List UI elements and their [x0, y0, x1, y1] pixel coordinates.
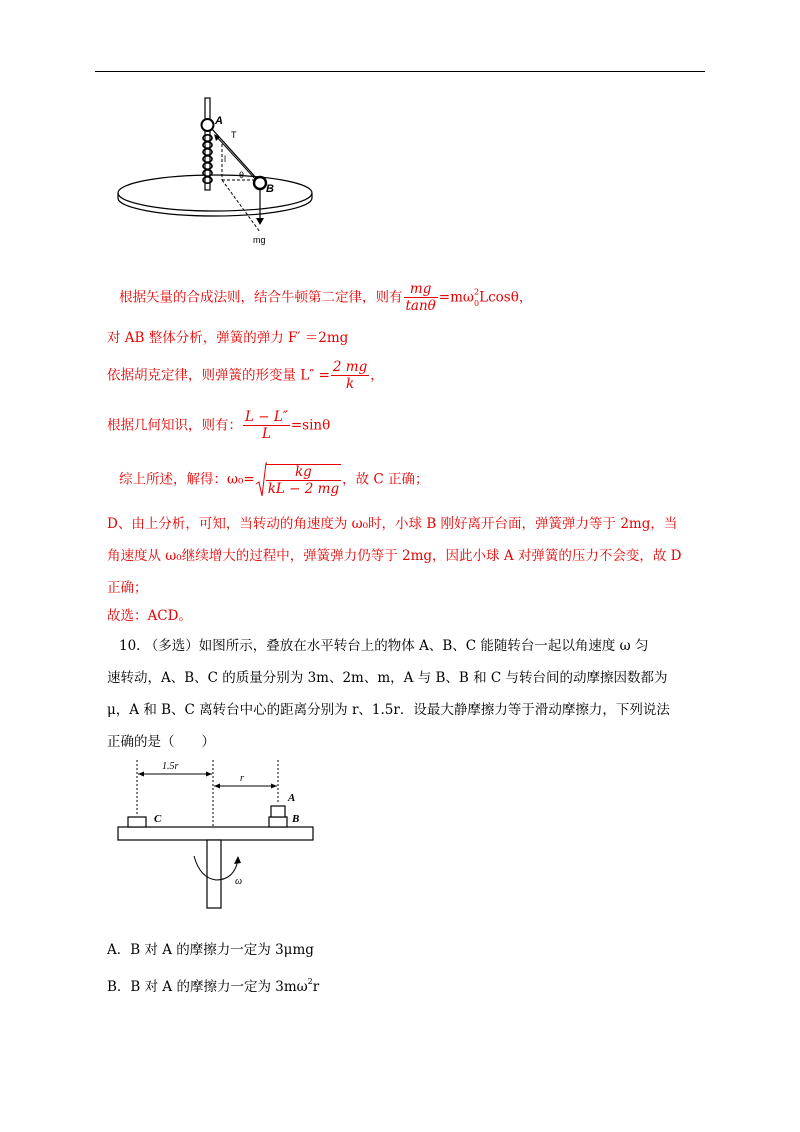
solution-line-1 — [119, 282, 532, 314]
shaft — [207, 840, 221, 908]
label-l: l — [224, 154, 226, 164]
fraction-geometry — [243, 410, 290, 442]
fraction-denominator: k — [331, 375, 369, 392]
dim-r-arrow-right — [271, 784, 277, 789]
option-b-superscript: 2 — [307, 977, 313, 986]
fraction-mg-tan — [404, 282, 438, 314]
weight-arrowhead — [256, 218, 264, 225]
question-line-3: μ，A 和 B、C 离转台中心的距离分别为 r、1.5r．设最大静摩擦力等于滑动摩擦力，下列说法 — [107, 702, 670, 718]
label-omega: ω — [235, 876, 243, 887]
solution-line-3-suffix: ， — [370, 367, 384, 384]
block-a — [271, 806, 285, 817]
option-a: A．B 对 A 的摩擦力一定为 3μmg — [107, 942, 314, 958]
solution-line-3-prefix: 依据胡克定律，则弹簧的形变量 L″ = — [107, 367, 330, 384]
dim-15r-arrow-left — [138, 772, 144, 777]
label-b: B — [266, 183, 274, 195]
turntable-top — [118, 175, 312, 211]
header-rule — [95, 71, 705, 72]
block-c — [128, 817, 146, 827]
ball-a — [202, 119, 214, 131]
label-r: r — [240, 773, 244, 784]
dim-15r-arrow-right — [206, 772, 212, 777]
solution-line-4-suffix: =sinθ — [290, 417, 331, 434]
solution-line-2: 对 AB 整体分析，弹簧的弹力 F′ ＝2mg — [107, 330, 349, 346]
equals-m: =m — [438, 289, 463, 306]
figure-spring-turntable — [110, 92, 320, 252]
figure-turntable-blocks — [110, 756, 320, 916]
option-b-prefix: B．B 对 A 的摩擦力一定为 3mω — [107, 979, 308, 995]
fraction-numerator: kg — [295, 463, 312, 480]
omega-subscript: 0 — [474, 298, 480, 308]
label-a: A — [215, 115, 223, 127]
question-line-4: 正确的是（ ） — [107, 734, 215, 750]
fraction-numerator: 2 mg — [332, 359, 368, 375]
sqrt-expression — [255, 462, 342, 498]
fraction-numerator: mg — [409, 281, 432, 297]
question-line-1-text: （多选）如图所示，叠放在水平转台上的物体 A、B、C 能随转台一起以角速度 ω 匀 — [144, 638, 649, 654]
fraction-2mg-k — [331, 360, 369, 392]
question-number: 10. — [119, 638, 141, 654]
omega-symbol: ω — [462, 289, 474, 306]
label-a: A — [288, 792, 296, 804]
omega-superscript: 2 — [473, 287, 480, 297]
solution-line-1-suffix: Lcosθ， — [479, 289, 533, 306]
solution-line-5-prefix: 综上所述，解得：ω₀= — [119, 471, 255, 488]
solution-line-5-suffix: ，故 C 正确； — [342, 471, 429, 488]
fraction-denominator: tanθ — [405, 298, 436, 314]
solution-line-4-prefix: 根据几何知识，则有： — [107, 417, 242, 434]
platform — [118, 827, 313, 840]
fraction-numerator: L − L″ — [245, 409, 288, 425]
option-b — [107, 972, 319, 997]
solution-line-6a: D、由上分析，可知，当转动的角速度为 ω₀时，小球 B 刚好离开台面，弹簧弹力等于 2mg，当 — [107, 516, 678, 532]
label-15r: 1.5r — [162, 761, 179, 772]
rotation-arrowhead — [234, 856, 241, 864]
block-b — [269, 817, 287, 827]
question-line-2: 速转动，A、B、C 的质量分别为 3m、2m、m，A 与 B、B 和 C 与转台间的动摩擦因数都为 — [107, 670, 668, 686]
solution-line-3 — [107, 360, 384, 392]
label-c: C — [154, 813, 162, 825]
solution-line-6b: 角速度从 ω₀继续增大的过程中，弹簧弹力仍等于 2mg，因此小球 A 对弹簧的压力不会变，故 D — [107, 548, 682, 564]
solution-line-4 — [107, 410, 330, 442]
solution-line-7: 故选：ACD。 — [107, 608, 192, 624]
fraction-denominator: L — [243, 425, 290, 442]
dim-r-arrow-left — [214, 784, 220, 789]
label-t: T — [231, 130, 237, 140]
question-line-1 — [119, 636, 648, 656]
solution-line-6c: 正确； — [107, 580, 148, 596]
label-mg: mg — [253, 235, 266, 245]
label-b: B — [292, 813, 300, 825]
solution-line-5 — [119, 462, 429, 498]
solution-line-1-prefix: 根据矢量的合成法则，结合牛顿第二定律，则有 — [119, 289, 403, 306]
fraction-sqrt — [266, 464, 341, 497]
tension-vector — [216, 136, 256, 180]
ball-b — [254, 177, 266, 189]
label-theta: θ — [239, 170, 245, 180]
option-b-suffix: r — [312, 979, 320, 995]
fraction-denominator: kL − 2 mg — [267, 480, 340, 497]
